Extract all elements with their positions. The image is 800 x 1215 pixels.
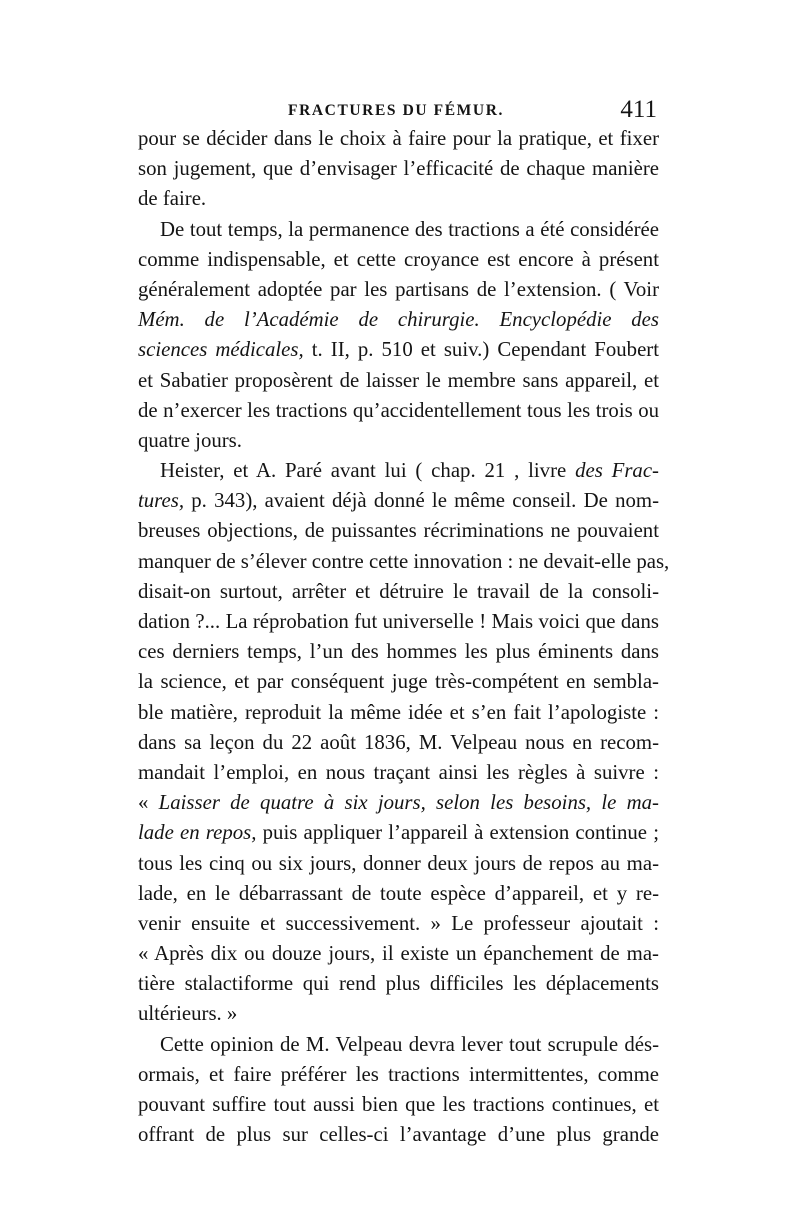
italic-text-segment: Mém. de l’Académie de chirurgie. Encyclopédie des — [138, 308, 659, 332]
text-segment: tière stalactiforme qui rend plus difficiles les déplacements — [138, 972, 659, 996]
text-line — [138, 577, 659, 607]
text-line — [138, 275, 659, 305]
text-segment: « Après dix ou douze jours, il existe un épanchement de ma- — [138, 942, 659, 966]
italic-text-segment: sciences médicales, — [138, 338, 304, 362]
text-segment: lade, en le débarrassant de toute espèce d’appareil, et y re- — [138, 881, 659, 905]
text-segment: tous les cinq ou six jours, donner deux jours de repos au ma- — [138, 851, 659, 875]
text-line — [138, 818, 659, 848]
text-line — [138, 154, 659, 184]
text-segment: pour se décider dans le choix à faire pour la pratique, et fixer — [138, 127, 659, 150]
text-line — [138, 879, 659, 909]
text-segment: disait-on surtout, arrêter et détruire le travail de la consoli- — [138, 579, 659, 603]
text-segment: Heister, et A. Paré avant lui ( chap. 21 , livre — [160, 459, 576, 483]
text-line — [138, 396, 659, 426]
text-segment: généralement adoptée par les partisans de l’extension. ( Voir — [138, 277, 659, 301]
text-line — [138, 426, 659, 456]
italic-text-segment: des Frac- — [575, 459, 659, 483]
text-segment: dation ?... La réprobation fut universelle ! Mais voici que dans — [138, 610, 659, 633]
text-segment: son jugement, que d’envisager l’efficacité de chaque manière — [138, 157, 659, 181]
text-segment: puis appliquer l’appareil à extension continue ; — [256, 821, 659, 845]
text-segment: mandait l’emploi, en nous traçant ainsi les règles à suivre : — [138, 760, 659, 784]
running-head — [138, 96, 659, 126]
italic-text-segment: tures, — [138, 489, 185, 513]
text-segment: de faire. — [138, 187, 207, 211]
running-title: FRACTURES DU FÉMUR. — [288, 102, 504, 119]
text-line — [138, 1090, 659, 1120]
text-line — [138, 909, 659, 939]
text-segment: la science, et par conséquent juge très-compétent en sembla- — [138, 670, 659, 694]
text-segment: quatre jours. — [138, 428, 242, 452]
text-line — [138, 456, 659, 486]
body-text — [138, 124, 670, 1150]
text-segment: ble matière, reproduit la même idée et s’en fait l’apologiste : — [138, 700, 659, 724]
text-segment: dans sa leçon du 22 août 1836, M. Velpeau nous en recom- — [138, 730, 659, 754]
text-segment: ultérieurs. » — [138, 1002, 238, 1026]
text-line — [138, 366, 659, 396]
text-segment: de n’exercer les tractions qu’accidentellement tous les trois ou — [138, 398, 659, 422]
text-segment: Cette opinion de M. Velpeau devra lever tout scrupule dés- — [160, 1032, 659, 1056]
text-line — [138, 1120, 659, 1150]
italic-text-segment: lade en repos, — [138, 821, 257, 845]
text-line — [138, 245, 659, 275]
text-line — [138, 667, 659, 697]
text-segment: manquer de s’élever contre cette innovation : ne devait-elle pas, — [138, 549, 670, 573]
text-segment: breuses objections, de puissantes récriminations ne pouvaient — [138, 519, 659, 543]
text-segment: pouvant suffire tout aussi bien que les tractions continues, et — [138, 1093, 659, 1116]
text-line — [138, 486, 659, 516]
text-line — [138, 335, 659, 365]
text-segment: ces derniers temps, l’un des hommes les plus éminents dans — [138, 640, 659, 664]
text-line — [138, 637, 659, 667]
text-line — [138, 607, 659, 637]
text-segment: p. 343), avaient déjà donné le même conseil. De nom- — [184, 489, 659, 513]
italic-text-segment: Laisser de quatre à six jours, selon les besoins, le ma- — [158, 791, 659, 815]
page-number: 411 — [620, 96, 657, 123]
text-segment: « — [138, 791, 159, 815]
text-line — [138, 969, 659, 999]
text-line — [138, 939, 659, 969]
text-line — [138, 124, 659, 154]
text-segment: De tout temps, la permanence des tractions a été considérée — [160, 217, 659, 241]
text-line — [138, 758, 659, 788]
text-line — [138, 1030, 659, 1060]
text-line — [138, 849, 659, 879]
text-segment: offrant de plus sur celles-ci l’avantage d’une plus grande — [138, 1123, 659, 1147]
text-line — [138, 788, 659, 818]
text-segment: venir ensuite et successivement. » Le professeur ajoutait : — [138, 911, 659, 935]
text-line — [138, 728, 659, 758]
text-line — [138, 547, 670, 577]
text-segment: t. II, p. 510 et suiv.) Cependant Foubert — [303, 338, 660, 362]
text-segment: et Sabatier proposèrent de laisser le membre sans appareil, et — [138, 368, 659, 392]
text-line — [138, 516, 659, 546]
text-line — [138, 698, 659, 728]
text-line — [138, 999, 659, 1029]
text-segment: ormais, et faire préférer les tractions intermittentes, comme — [138, 1062, 659, 1086]
text-segment: comme indispensable, et cette croyance est encore à présent — [138, 247, 659, 271]
text-line — [138, 184, 659, 214]
text-line — [138, 1060, 659, 1090]
text-line — [138, 215, 659, 245]
text-line — [138, 305, 659, 335]
